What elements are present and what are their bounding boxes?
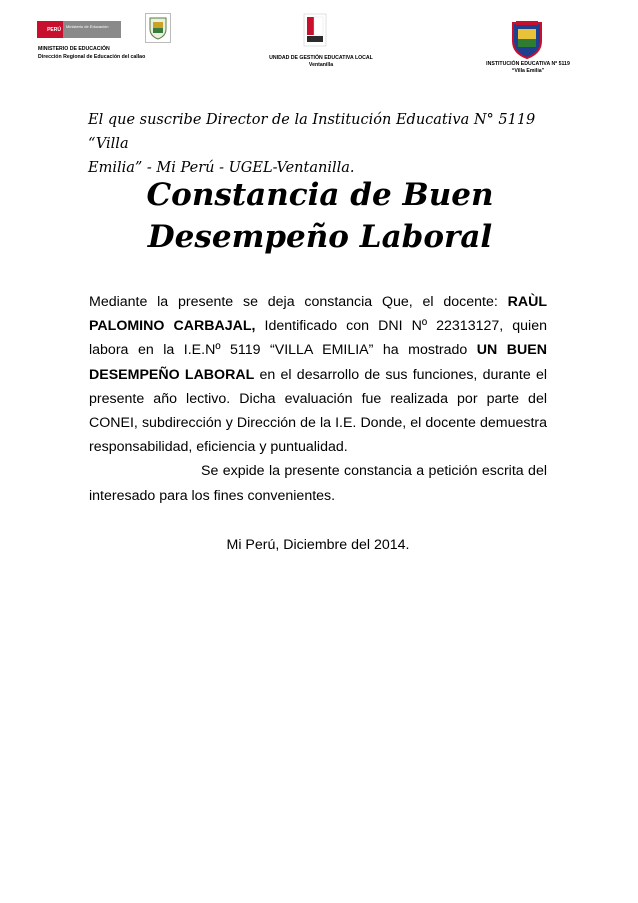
document-title — [70, 174, 570, 258]
ugel-logo — [303, 13, 327, 47]
body-text-b: Identificado con DNI Nº 22313127, quien labora en la I.E.Nº 5119 “VILLA EMILIA” ha mostrado — [89, 318, 547, 359]
peru-ministry-logo — [37, 21, 121, 38]
regional-directorate: Dirección Regional de Educación del callao — [38, 54, 146, 60]
intro-line-1: El que suscribe Director de la Institución Educativa N° 5119 “Villa — [88, 112, 536, 152]
ugel-flag-icon — [303, 13, 327, 47]
intro-line-2: Emilia” - Mi Perú - UGEL-Ventanilla. — [88, 160, 355, 176]
teacher-name: RAÙL PALOMINO CARBAJAL, — [89, 294, 547, 335]
title-line-1: Constancia de Buen — [146, 177, 494, 213]
body-text-a: Mediante la presente se deja constancia Que, el docente: — [89, 294, 508, 310]
body-paragraph-2 — [89, 459, 547, 507]
school-name: “Villa Emilia” — [511, 68, 545, 74]
body-paragraph-1 — [89, 290, 547, 459]
school-label: INSTITUCIÓN EDUCATIVA Nº 5119 — [486, 61, 570, 67]
shield-icon — [148, 16, 168, 40]
body-text-p2: Se expide la presente constancia a petición escrita del interesado para los fines convenientes. — [89, 463, 547, 504]
place-and-date: Mi Perú, Diciembre del 2014. — [226, 537, 410, 553]
ministry-logo-text: Ministerio de Educación — [63, 21, 121, 38]
regional-shield-logo — [145, 13, 171, 43]
peru-flag-label: PERÚ — [37, 21, 63, 38]
school-crest-logo — [510, 19, 544, 59]
body-text-c: en el desarrollo de sus funciones, durante el presente año lectivo. Dicha evaluación fue realizada por parte del CONEI, subdirección y Dirección de la I.E. Donde, el docente demuestra responsabilidad, eficiencia y puntualidad. — [89, 366, 548, 456]
ugel-unit-name: UNIDAD DE GESTIÓN EDUCATIVA LOCAL — [269, 55, 373, 61]
crest-icon — [510, 19, 544, 59]
ugel-city: Ventanilla — [308, 62, 334, 68]
performance-rating: UN BUEN DESEMPEÑO LABORAL — [89, 342, 547, 383]
intro-statement — [88, 108, 558, 180]
title-line-2: Desempeño Laboral — [147, 219, 493, 255]
ministry-name: MINISTERIO DE EDUCACIÓN — [38, 46, 110, 52]
certificate-body — [89, 290, 547, 508]
